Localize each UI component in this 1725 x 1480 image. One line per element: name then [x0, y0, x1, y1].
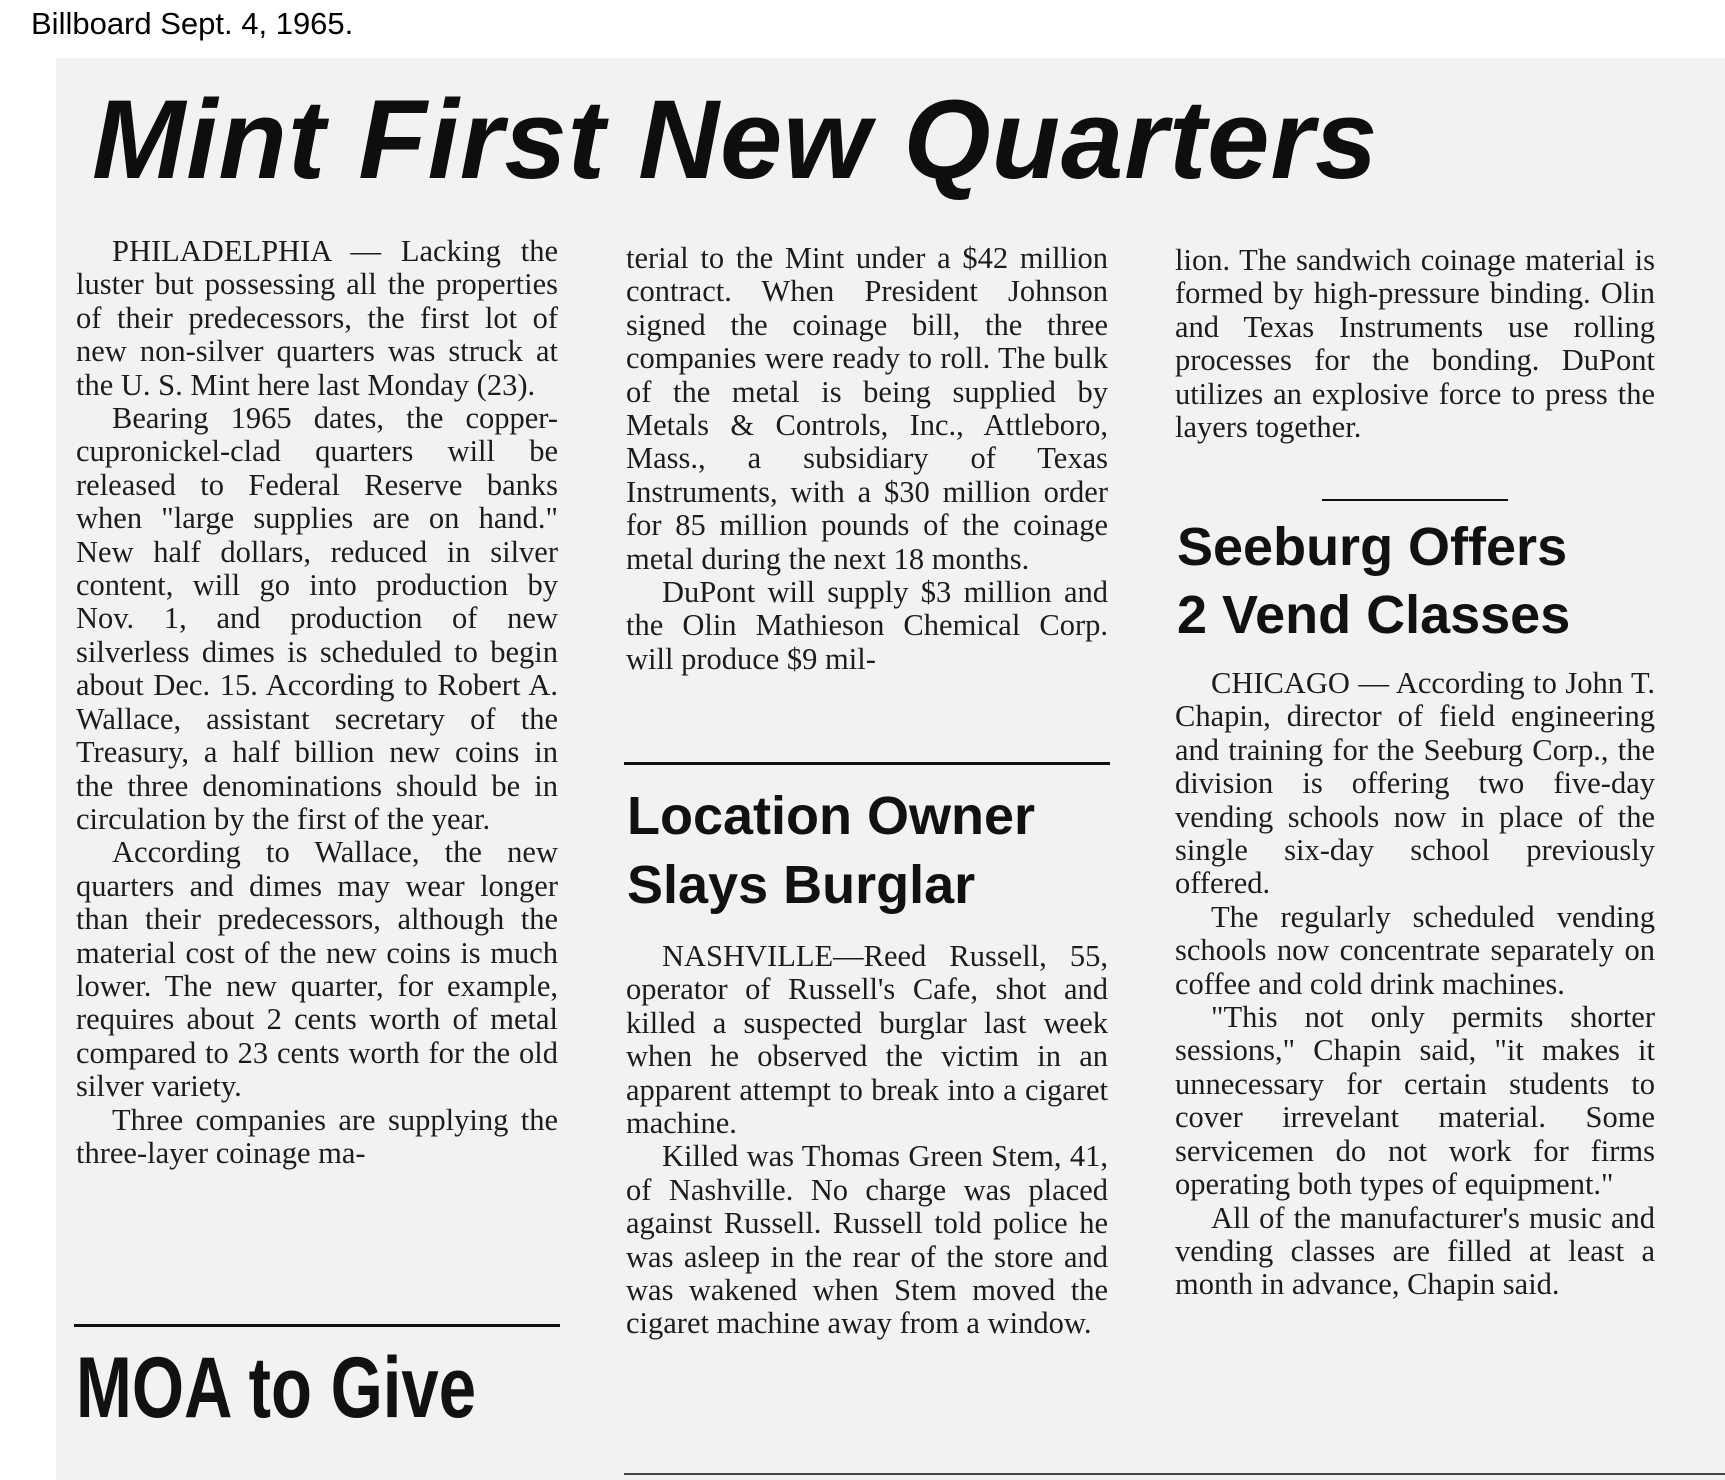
article-paragraph: All of the manufacturer's music and vending classes are filled at least a month in advance, Chapin said.: [1175, 1200, 1655, 1302]
article-seeburg: [1175, 667, 1655, 1302]
article-paragraph: PHILADELPHIA — Lacking the luster but possessing all the properties of their predecessors, the first lot of new non-silver quarters was struck at the U. S. Mint here last Monday (23).: [76, 234, 558, 402]
article-mint-column-1: [76, 235, 558, 1170]
article-paragraph: NASHVILLE—Reed Russell, 55, operator of Russell's Cafe, shot and killed a suspected burglar last week when he observed the victim in an apparent attempt to break into a cigaret machine.: [626, 939, 1108, 1141]
column-divider-rule: [74, 1324, 560, 1327]
main-headline: Mint First New Quarters: [92, 77, 1379, 202]
bottom-rule: [624, 1473, 1725, 1475]
article-paragraph: According to Wallace, the new quarters and dimes may wear longer than their predecessors, although the material cost of the new coins is much lower. The new quarter, for example, requires about 2 cents worth of metal compared to 23 cents worth for the old silver variety.: [76, 835, 558, 1104]
column-divider-rule: [624, 762, 1110, 765]
article-mint-column-3: [1175, 244, 1655, 444]
article-paragraph: DuPont will supply $3 million and the Olin Mathieson Chemical Corp. will produce $9 mil-: [626, 575, 1108, 676]
article-paragraph: "This not only permits shorter sessions," Chapin said, "it makes it unnecessary for certain students to cover irrevelant material. Some servicemen do not work for firms operating both types of equipment.": [1175, 1000, 1655, 1202]
seeburg-headline-line-1: Seeburg Offers: [1177, 517, 1568, 577]
article-paragraph: Bearing 1965 dates, the copper-cupronickel-clad quarters will be released to Federal Reserve banks when "large supplies are on hand." New half dollars, reduced in silver content, will go into production by Nov. 1, and production of new silverless dimes is scheduled to begin about Dec. 15. According to Robert A. Wallace, assistant secretary of the Treasury, a half billion new coins in the three denominations should be in circulation by the first of the year.: [76, 401, 558, 836]
article-location: [626, 940, 1108, 1341]
article-paragraph: CHICAGO — According to John T. Chapin, director of field engineering and training for the Seeburg Corp., the division is offering two five-day vending schools now in place of the single six-day school previously offered.: [1175, 666, 1655, 901]
image-caption: Billboard Sept. 4, 1965.: [31, 6, 354, 41]
article-paragraph: Three companies are supplying the three-layer coinage ma-: [76, 1102, 558, 1170]
article-mint-column-2: [626, 242, 1108, 676]
article-paragraph: Killed was Thomas Green Stem, 41, of Nashville. No charge was placed against Russell. Russell told police he was asleep in the rear of the store and was wakened when Stem moved the cigaret machine away from a window.: [626, 1139, 1108, 1341]
article-paragraph: terial to the Mint under a $42 million contract. When President Johnson signed the coinage bill, the three companies were ready to roll. The bulk of the metal is being supplied by Metals & Controls, Inc., Attleboro, Mass., a subsidiary of Texas Instruments, with a $30 million order for 85 million pounds of the coinage metal during the next 18 months.: [626, 241, 1108, 576]
location-headline-line-2: Slays Burglar: [627, 855, 976, 915]
article-paragraph: lion. The sandwich coinage material is formed by high-pressure binding. Olin and Texas Instruments use rolling processes for the bonding. DuPont utilizes an explosive force to press the layers together.: [1175, 243, 1655, 445]
short-divider-rule: [1322, 499, 1508, 501]
moa-headline: MOA to Give: [76, 1340, 477, 1436]
seeburg-headline-line-2: 2 Vend Classes: [1177, 585, 1571, 645]
article-paragraph: The regularly scheduled vending schools now concentrate separately on coffee and cold drink machines.: [1175, 899, 1655, 1001]
location-headline-line-1: Location Owner: [627, 786, 1036, 846]
